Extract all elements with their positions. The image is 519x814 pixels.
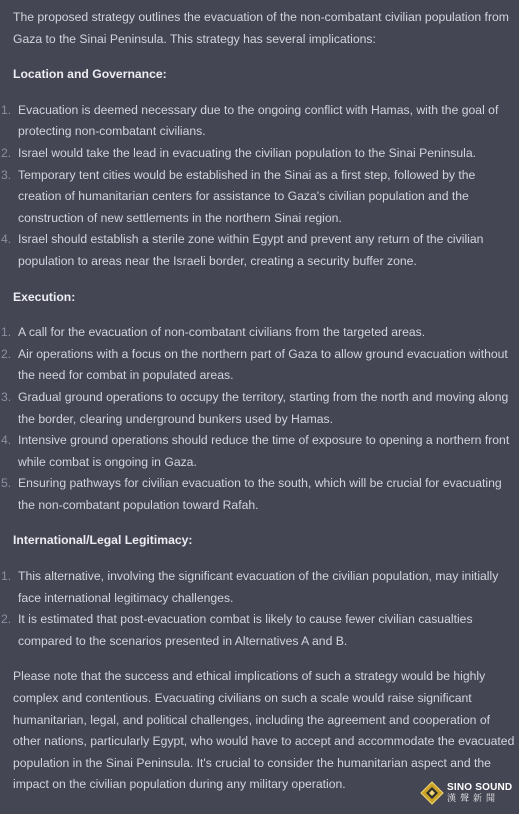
list-item-text: It is estimated that post-evacuation combat is likely to cause fewer civilian casualties compared to the scenarios presented in Alternatives A and B.: [18, 612, 473, 648]
section-heading-location-governance: Location and Governance:: [13, 67, 167, 82]
list-item: [0, 143, 519, 165]
list-item: [0, 322, 519, 344]
diamond-logo-icon: [420, 781, 444, 805]
section-heading-execution: Execution:: [13, 289, 76, 304]
list-number: 1.: [1, 569, 12, 584]
list-number: 4.: [1, 232, 12, 247]
section-heading-legal-legitimacy: International/Legal Legitimacy:: [13, 533, 193, 548]
list-item: [0, 566, 519, 609]
list-item-text: Israel would take the lead in evacuating the civilian population to the Sinai Peninsula.: [18, 145, 477, 160]
list-item-text: Ensuring pathways for civilian evacuation to the south, which will be crucial for evacuating the non-combatant population toward Rafah.: [18, 476, 502, 512]
list-item-text: Intensive ground operations should reduce the time of exposure to opening a northern front while combat is ongoing in Gaza.: [18, 433, 510, 469]
list-item: [0, 165, 519, 230]
list-item-text: This alternative, involving the significant evacuation of the civilian population, may initially face international legitimacy challenges.: [18, 569, 499, 605]
watermark-name-cn: 漢聲新聞: [447, 793, 500, 803]
list-item: [0, 430, 519, 473]
list-number: 3.: [1, 389, 12, 404]
watermark-name-en: SINO SOUND: [447, 782, 513, 793]
list-item: [0, 609, 519, 652]
list-location-governance: [0, 100, 519, 273]
list-item-text: Israel should establish a sterile zone within Egypt and prevent any return of the civilian population to areas near the Israeli border, creating a security buffer zone.: [18, 232, 484, 268]
list-item-text: Evacuation is deemed necessary due to the ongoing conflict with Hamas, with the goal of protecting non-combatant civilians.: [18, 102, 499, 139]
assistant-message: [0, 7, 519, 796]
closing-paragraph: Please note that the success and ethical implications of such a strategy would be highly complex and contentious. Evacuating civilians on such a scale would raise significant humanitarian, legal, and political challenges, including the agreement and cooperation of other nations, particularly Egypt, who would have to accept and accommodate the evacuated population in the Sinai Peninsula. It's crucial to consider the humanitarian aspect and the impact on the civilian population during any military operation.: [13, 669, 515, 792]
list-item-text: A call for the evacuation of non-combatant civilians from the targeted areas.: [18, 325, 426, 340]
list-item: [0, 387, 519, 430]
list-item-text: Gradual ground operations to occupy the territory, starting from the north and moving along the border, clearing underground bunkers used by Hamas.: [18, 389, 509, 426]
list-number: 5.: [1, 476, 12, 491]
list-item-text: Temporary tent cities would be established in the Sinai as a first step, followed by the creation of humanitarian centers for assistance to Gaza's civilian population and the construction of new settlements in the northern Sinai region.: [18, 167, 476, 225]
list-item: [0, 229, 519, 272]
list-item-text: Air operations with a focus on the northern part of Gaza to allow ground evacuation without the need for combat in populated areas.: [18, 346, 508, 383]
list-item: [0, 473, 519, 516]
list-item: [0, 344, 519, 387]
list-number: 2.: [1, 145, 12, 160]
sino-sound-watermark: [420, 779, 516, 807]
list-legal-legitimacy: [0, 566, 519, 652]
list-number: 2.: [1, 346, 12, 361]
list-number: 4.: [1, 433, 12, 448]
list-number: 1.: [1, 102, 12, 117]
list-item: [0, 100, 519, 143]
list-execution: [0, 322, 519, 516]
intro-paragraph: The proposed strategy outlines the evacuation of the non-combatant civilian population from Gaza to the Sinai Peninsula. This strategy has several implications:: [13, 10, 509, 46]
list-number: 2.: [1, 612, 12, 627]
list-number: 1.: [1, 325, 12, 340]
list-number: 3.: [1, 167, 12, 182]
